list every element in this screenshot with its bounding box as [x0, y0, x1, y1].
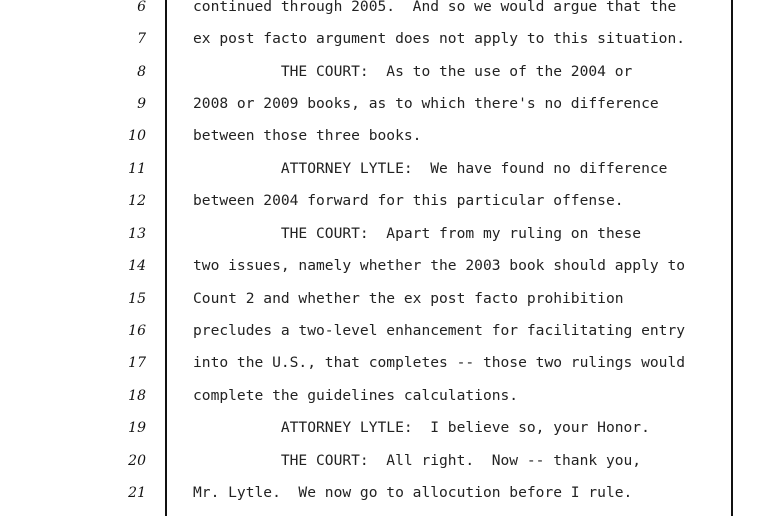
line-number: 20	[128, 453, 146, 469]
line-text: between those three books.	[193, 127, 422, 144]
line-number: 6	[137, 0, 146, 15]
line-number: 11	[128, 161, 146, 177]
line-text: complete the guidelines calculations.	[193, 387, 519, 404]
transcript-line	[0, 287, 780, 311]
line-number: 12	[128, 193, 146, 209]
transcript-line	[0, 416, 780, 440]
transcript-line	[0, 351, 780, 375]
line-number: 18	[128, 388, 146, 404]
transcript-line	[0, 92, 780, 116]
line-number: 14	[128, 258, 146, 274]
line-number: 9	[137, 96, 146, 112]
line-text: two issues, namely whether the 2003 book should apply to	[193, 257, 686, 274]
line-text: 2008 or 2009 books, as to which there's no difference	[193, 95, 659, 112]
transcript-line	[0, 60, 780, 84]
transcript-line	[0, 319, 780, 343]
line-text: THE COURT: Apart from my ruling on these	[193, 225, 642, 242]
line-text: between 2004 forward for this particular offense.	[193, 192, 624, 209]
line-number: 19	[128, 420, 146, 436]
transcript-line	[0, 157, 780, 181]
line-text: ATTORNEY LYTLE: I believe so, your Honor.	[193, 419, 650, 436]
line-text: THE COURT: As to the use of the 2004 or	[193, 63, 633, 80]
transcript-line	[0, 189, 780, 213]
line-text: into the U.S., that completes -- those two rulings would	[193, 354, 686, 371]
line-text: ATTORNEY LYTLE: We have found no difference	[193, 160, 668, 177]
line-number: 15	[128, 291, 146, 307]
line-number: 13	[128, 226, 146, 242]
line-number: 21	[128, 485, 146, 501]
transcript-line	[0, 222, 780, 246]
transcript-line	[0, 27, 780, 51]
transcript-line	[0, 124, 780, 148]
line-number: 10	[128, 128, 146, 144]
transcript-line	[0, 449, 780, 473]
line-text: ex post facto argument does not apply to this situation.	[193, 30, 686, 47]
line-number: 16	[128, 323, 146, 339]
line-text: precludes a two-level enhancement for facilitating entry	[193, 322, 686, 339]
line-text: Count 2 and whether the ex post facto prohibition	[193, 290, 624, 307]
transcript-line	[0, 481, 780, 505]
transcript-line	[0, 384, 780, 408]
line-text: Mr. Lytle. We now go to allocution before I rule.	[193, 484, 633, 501]
line-text: continued through 2005. And so we would argue that the	[193, 0, 677, 15]
transcript-line	[0, 254, 780, 278]
line-text: THE COURT: All right. Now -- thank you,	[193, 452, 642, 469]
line-number: 7	[137, 31, 146, 47]
line-number: 17	[128, 355, 146, 371]
line-number: 8	[137, 64, 146, 80]
transcript-line	[0, 0, 780, 19]
